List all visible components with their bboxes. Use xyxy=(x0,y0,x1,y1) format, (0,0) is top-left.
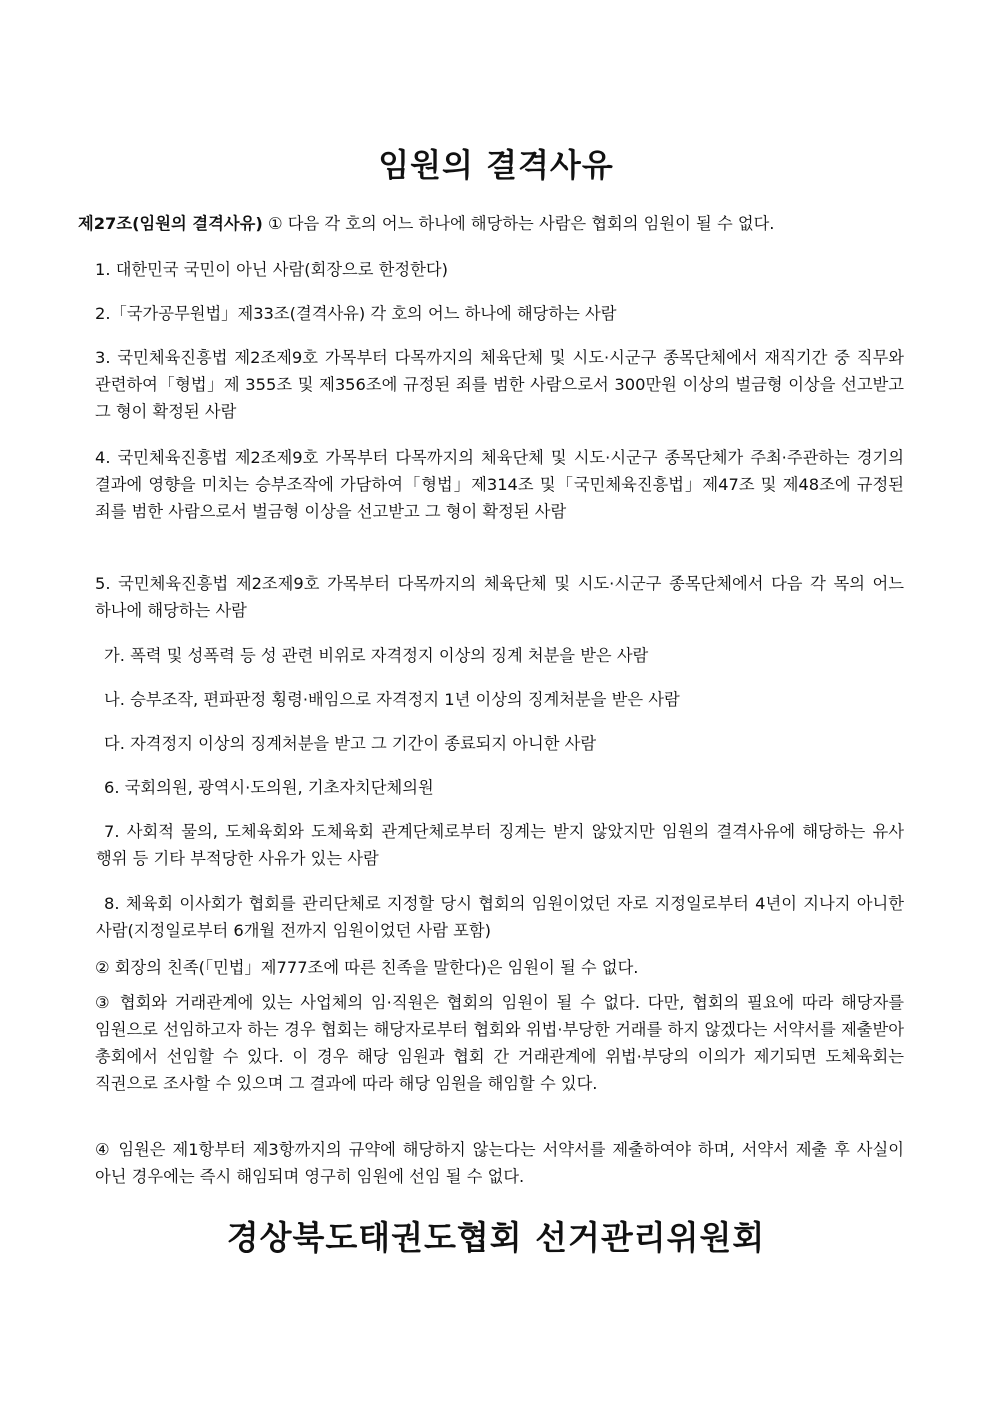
subitem-ga: 가. 폭력 및 성폭력 등 성 관련 비위로 자격정지 이상의 징계 처분을 받은 사람 xyxy=(104,646,649,665)
clause-2: ② 회장의 친족(「민법」제777조에 따른 친족을 말한다)은 임원이 될 수 없다. xyxy=(95,958,639,977)
issuer-footer: 경상북도태권도협회 선거관리위원회 xyxy=(226,1218,766,1257)
item-6: 6. 국회의원, 광역시·도의원, 기초자치단체의원 xyxy=(104,778,434,797)
item-8: 8. 체육회 이사회가 협회를 관리단체로 지정할 당시 협회의 임원이었던 자로 지정일로부터 4년이 지나지 아니한 사람(지정일로부터 6개월 전까지 임원이었던 사람 포함) xyxy=(96,894,904,940)
clause-4: ④ 임원은 제1항부터 제3항까지의 규약에 해당하지 않는다는 서약서를 제출하여야 하며, 서약서 제출 후 사실이 아닌 경우에는 즉시 해임되며 영구히 임원에 선임 될 수 없다. xyxy=(95,1140,904,1186)
item-3: 3. 국민체육진흥법 제2조제9호 가목부터 다목까지의 체육단체 및 시도·시군구 종목단체에서 재직기간 중 직무와 관련하여「형법」제 355조 및 제356조에 규정된 죄를 범한 사람으로서 300만원 이상의 벌금형 이상을 선고받고 그 형이 확정된 사람 xyxy=(95,348,904,421)
article-heading: 제27조(임원의 결격사유) xyxy=(78,214,263,233)
item-5: 5. 국민체육진흥법 제2조제9호 가목부터 다목까지의 체육단체 및 시도·시군구 종목단체에서 다음 각 목의 어느 하나에 해당하는 사람 xyxy=(95,574,904,620)
article-intro xyxy=(78,210,904,237)
clause-3: ③ 협회와 거래관계에 있는 사업체의 임·직원은 협회의 임원이 될 수 없다. 다만, 협회의 필요에 따라 해당자를 임원으로 선임하고자 하는 경우 협회는 해당자로부터 협회와 위법·부당한 거래를 하지 않겠다는 서약서를 제출받아 총회에서 선임할 수 있다. 이 경우 해당 임원과 협회 간 거래관계에 위법·부당의 이의가 제기되면 도체육회는 직권으로 조사할 수 있으며 그 결과에 따라 해당 임원을 해임할 수 있다. xyxy=(95,993,904,1093)
document-title: 임원의 결격사유 xyxy=(378,146,614,184)
item-1: 1. 대한민국 국민이 아닌 사람(회장으로 한정한다) xyxy=(95,260,448,279)
subitem-na: 나. 승부조작, 편파판정 횡령·배임으로 자격정지 1년 이상의 징계처분을 받은 사람 xyxy=(104,690,680,709)
item-4: 4. 국민체육진흥법 제2조제9호 가목부터 다목까지의 체육단체 및 시도·시군구 종목단체가 주최·주관하는 경기의 결과에 영향을 미치는 승부조작에 가담하여「형법」제314조 및「국민체육진흥법」제47조 및 제48조에 규정된 죄를 범한 사람으로서 벌금형 이상을 선고받고 그 형이 확정된 사람 xyxy=(95,448,904,521)
item-7: 7. 사회적 물의, 도체육회와 도체육회 관계단체로부터 징계는 받지 않았지만 임원의 결격사유에 해당하는 유사 행위 등 기타 부적당한 사유가 있는 사람 xyxy=(96,822,904,868)
subitem-da: 다. 자격정지 이상의 징계처분을 받고 그 기간이 종료되지 아니한 사람 xyxy=(104,734,597,753)
item-2: 2.「국가공무원법」제33조(결격사유) 각 호의 어느 하나에 해당하는 사람 xyxy=(95,304,617,323)
clause-1-intro: ① 다음 각 호의 어느 하나에 해당하는 사람은 협회의 임원이 될 수 없다. xyxy=(267,214,775,233)
